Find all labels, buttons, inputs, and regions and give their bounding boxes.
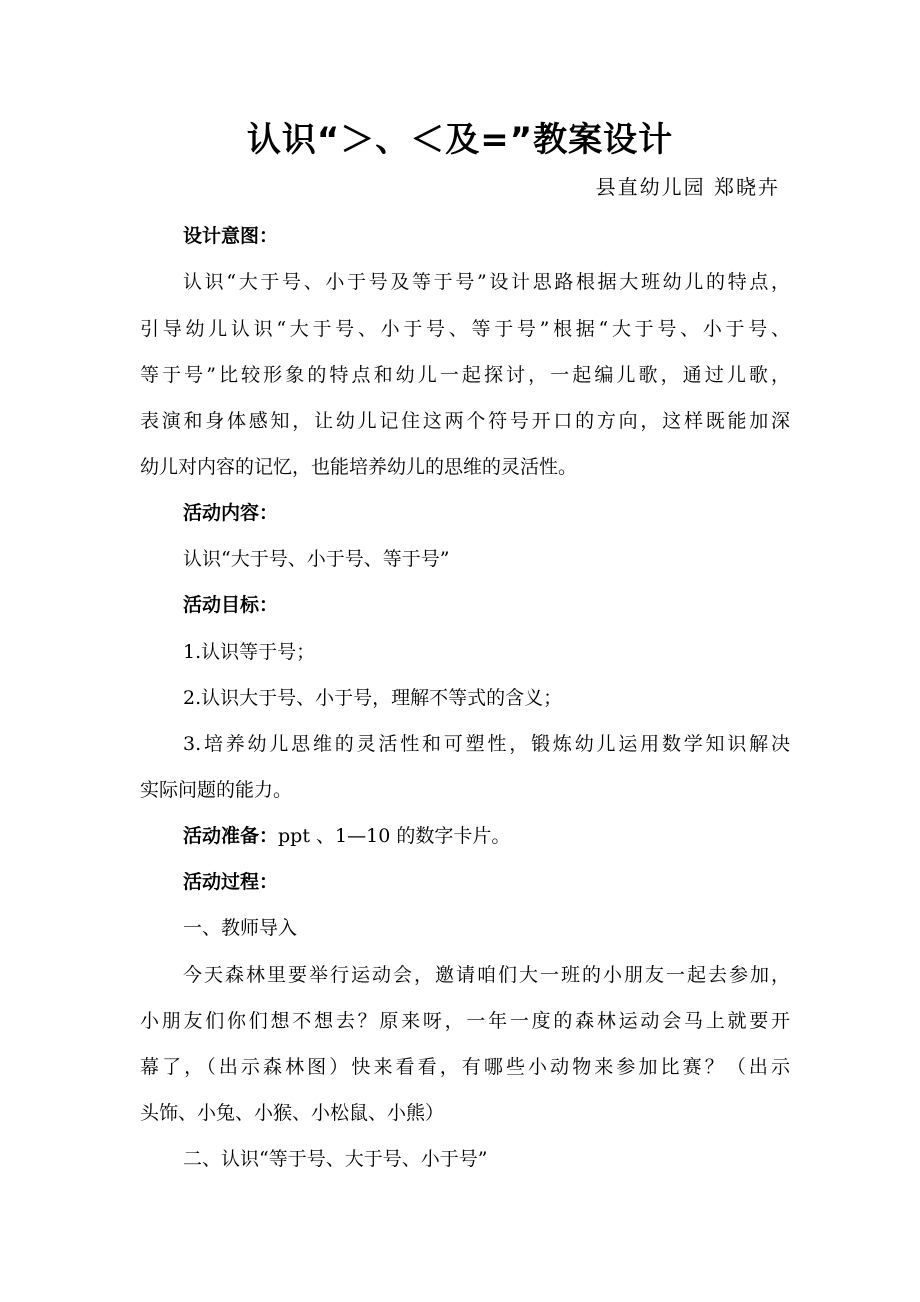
- goal-item-continuation: 实际问题的能力。: [140, 779, 293, 801]
- process-heading: 活动过程：: [183, 871, 279, 893]
- content-text: 认识“大于号、小于号、等于号”: [183, 548, 450, 570]
- goal-item: 3.培养幼儿思维的灵活性和可塑性，锻炼幼儿运用数学知识解决: [183, 733, 790, 755]
- step-paragraph-line: 头饰、小兔、小猴、小松鼠、小熊）: [140, 1102, 445, 1124]
- design-paragraph-line: 认识“大于号、小于号及等于号”设计思路根据大班幼儿的特点，: [183, 271, 790, 293]
- goal-item: 1.认识等于号；: [183, 641, 316, 663]
- step-title: 二、认识“等于号、大于号、小于号”: [183, 1148, 488, 1170]
- design-paragraph-line: 幼儿对内容的记忆，也能培养幼儿的思维的灵活性。: [140, 456, 578, 478]
- goals-heading: 活动目标：: [183, 594, 279, 616]
- step-paragraph-line: 小朋友们你们想不想去？原来呀，一年一度的森林运动会马上就要开: [140, 1010, 790, 1032]
- design-paragraph-line: 引导幼儿认识“大于号、小于号、等于号”根据“大于号、小于号、: [140, 318, 790, 340]
- author-line: 县直幼儿园 郑晓卉: [595, 175, 780, 199]
- step-title: 一、教师导入: [183, 917, 298, 939]
- step-paragraph-line: 幕了，（出示森林图）快来看看，有哪些小动物来参加比赛？（出示: [140, 1056, 790, 1078]
- prep-text: ppt 、1—10 的数字卡片。: [278, 825, 511, 847]
- step-paragraph-line: 今天森林里要举行运动会，邀请咱们大一班的小朋友一起去参加，: [183, 964, 790, 986]
- goal-item: 2.认识大于号、小于号，理解不等式的含义；: [183, 687, 563, 709]
- design-paragraph-line: 表演和身体感知，让幼儿记住这两个符号开口的方向，这样既能加深: [140, 410, 790, 432]
- prep-heading: 活动准备：: [183, 825, 279, 847]
- content-heading: 活动内容：: [183, 502, 279, 524]
- page-title: 认识“＞、＜及=”教案设计: [246, 120, 674, 160]
- prep-line: [183, 822, 790, 850]
- design-heading: 设计意图：: [183, 225, 279, 247]
- design-paragraph-line: 等于号”比较形象的特点和幼儿一起探讨，一起编儿歌，通过儿歌，: [140, 364, 790, 386]
